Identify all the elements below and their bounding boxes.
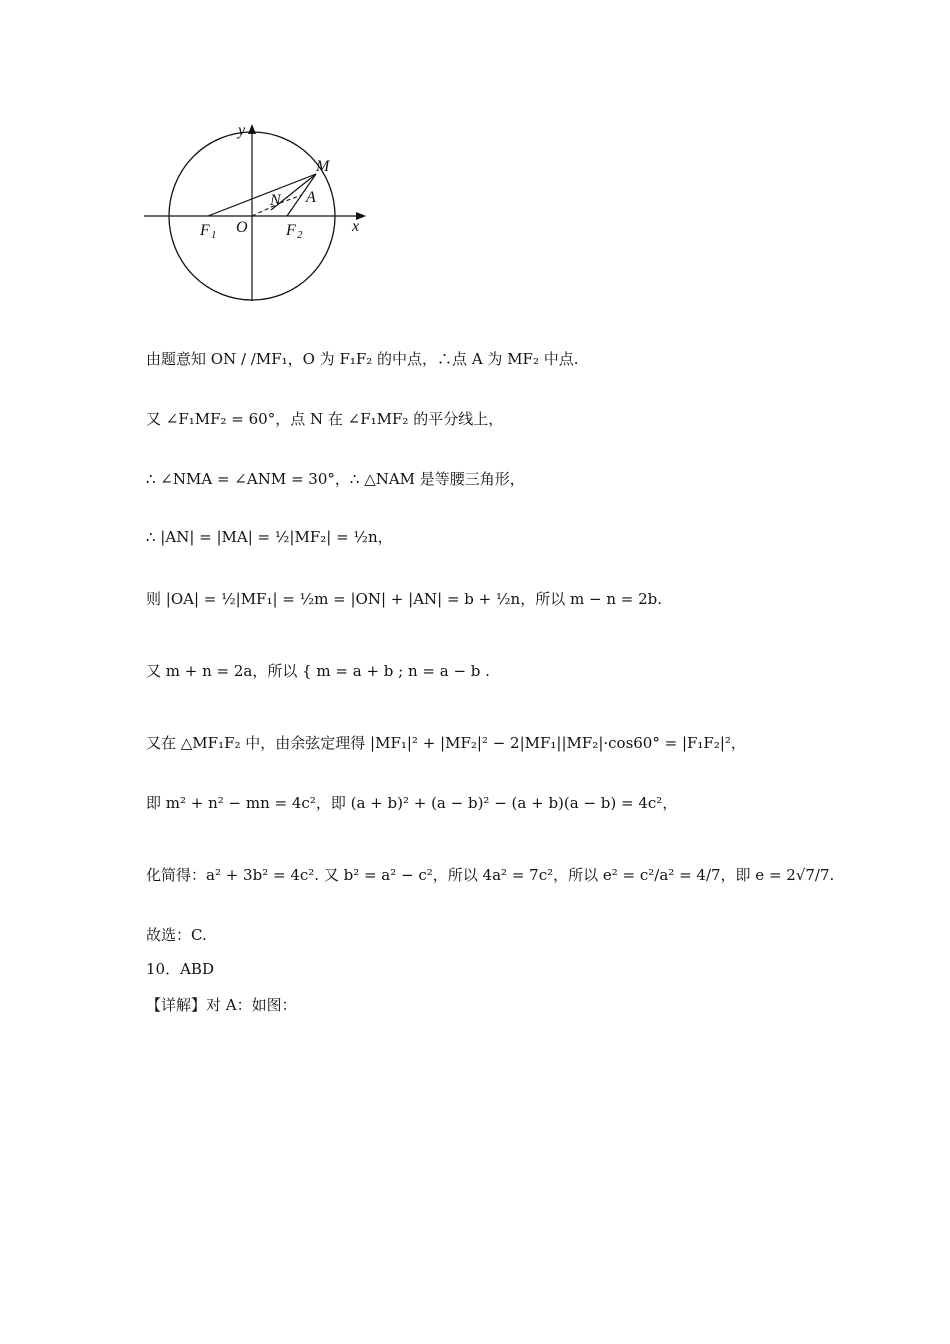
question-number-answer: 10．ABD <box>146 960 214 978</box>
label-f2-sub: 2 <box>297 229 303 241</box>
solution-line-7: 又在 △MF₁F₂ 中，由余弦定理得 |MF₁|² + |MF₂|² − 2|MF₁||MF₂|·cos60° = |F₁F₂|²， <box>146 734 746 752</box>
solution-line-3: ∴ ∠NMA = ∠ANM = 30°，∴ △NAM 是等腰三角形， <box>146 470 525 488</box>
label-m: M <box>316 158 330 175</box>
label-n: N <box>270 192 281 209</box>
label-f1: F <box>200 222 210 239</box>
label-o: O <box>236 219 248 236</box>
solution-line-10: 故选：C. <box>146 926 207 944</box>
segment-f1-m <box>208 174 316 216</box>
solution-line-9: 化简得：a² + 3b² = 4c². 又 b² = a² − c²，所以 4a² = 7c²，所以 e² = c²/a² = 4/7，即 e = 2√7/7. <box>146 866 835 884</box>
ellipse-figure <box>140 118 380 308</box>
label-x: x <box>352 218 360 235</box>
solution-line-6: 又 m + n = 2a，所以 { m = a + b ; n = a − b . <box>146 662 490 680</box>
solution-line-8: 即 m² + n² − mn = 4c²，即 (a + b)² + (a − b)² − (a + b)(a − b) = 4c²， <box>146 794 678 812</box>
label-a: A <box>306 189 316 206</box>
solution-line-1: 由题意知 ON / /MF₁，O 为 F₁F₂ 的中点，∴点 A 为 MF₂ 中点. <box>146 350 579 368</box>
solution-line-5: 则 |OA| = ½|MF₁| = ½m = |ON| + |AN| = b + ½n，所以 m − n = 2b. <box>146 590 662 608</box>
detail-heading: 【详解】对 A：如图： <box>146 996 297 1014</box>
label-f1-sub: 1 <box>211 229 217 241</box>
solution-line-2: 又 ∠F₁MF₂ = 60°，点 N 在 ∠F₁MF₂ 的平分线上， <box>146 410 504 428</box>
y-axis-arrow <box>248 124 256 134</box>
label-f2: F <box>286 222 296 239</box>
label-y: y <box>238 122 246 139</box>
solution-line-4: ∴ |AN| = |MA| = ½|MF₂| = ½n， <box>146 528 393 546</box>
